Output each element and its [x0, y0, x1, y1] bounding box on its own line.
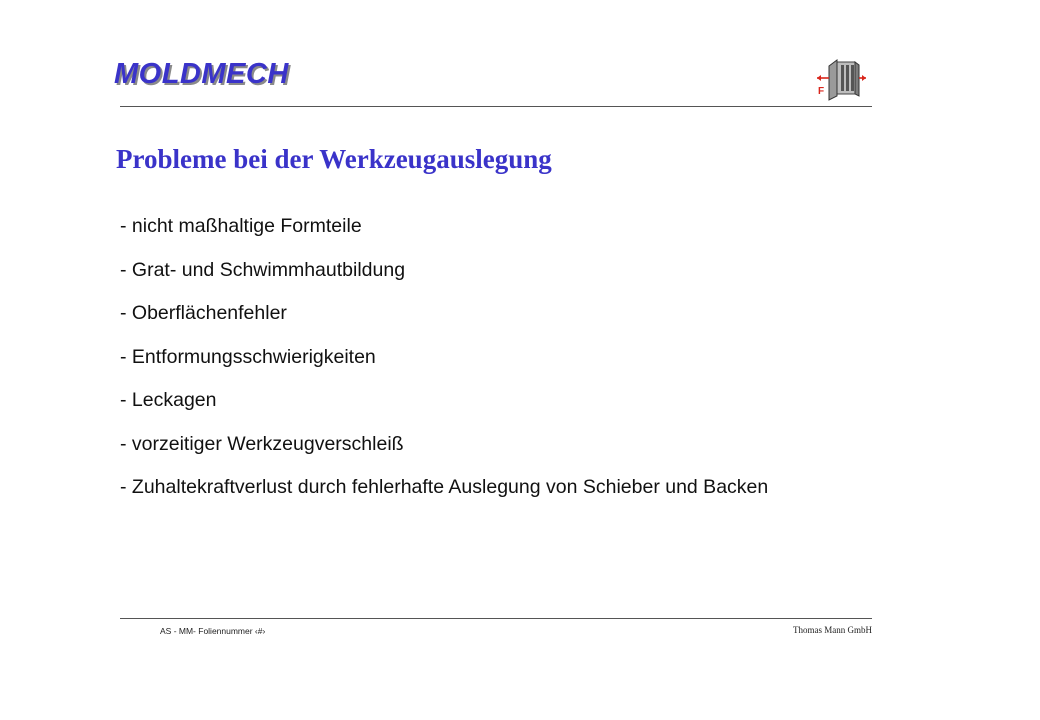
- bullet-item: - Leckagen: [120, 389, 217, 411]
- bullet-list: [120, 212, 768, 517]
- logo-letter: F: [818, 86, 825, 97]
- bullet-item: - vorzeitiger Werkzeugverschleiß: [120, 432, 404, 455]
- bullet-item: - Zuhaltekraftverlust durch fehlerhafte Auslegung von Schieber und Backen: [120, 476, 769, 498]
- header-divider: [120, 106, 872, 107]
- mold-frame-logo-icon: [815, 56, 867, 102]
- bullet-item: - Entformungsschwierigkeiten: [120, 345, 376, 368]
- footer-divider: [120, 618, 872, 619]
- footer-company: Thomas Mann GmbH: [793, 625, 872, 635]
- slide-title: Probleme bei der Werkzeugauslegung: [116, 144, 552, 174]
- brand-name: MOLDMECH: [114, 58, 289, 90]
- bullet-item: - Grat- und Schwimmhautbildung: [120, 258, 406, 281]
- footer-slide-number: AS - MM- Foliennummer ‹#›: [160, 626, 266, 636]
- bullet-item: - nicht maßhaltige Formteile: [120, 215, 362, 237]
- bullet-item: - Oberflächenfehler: [120, 302, 287, 324]
